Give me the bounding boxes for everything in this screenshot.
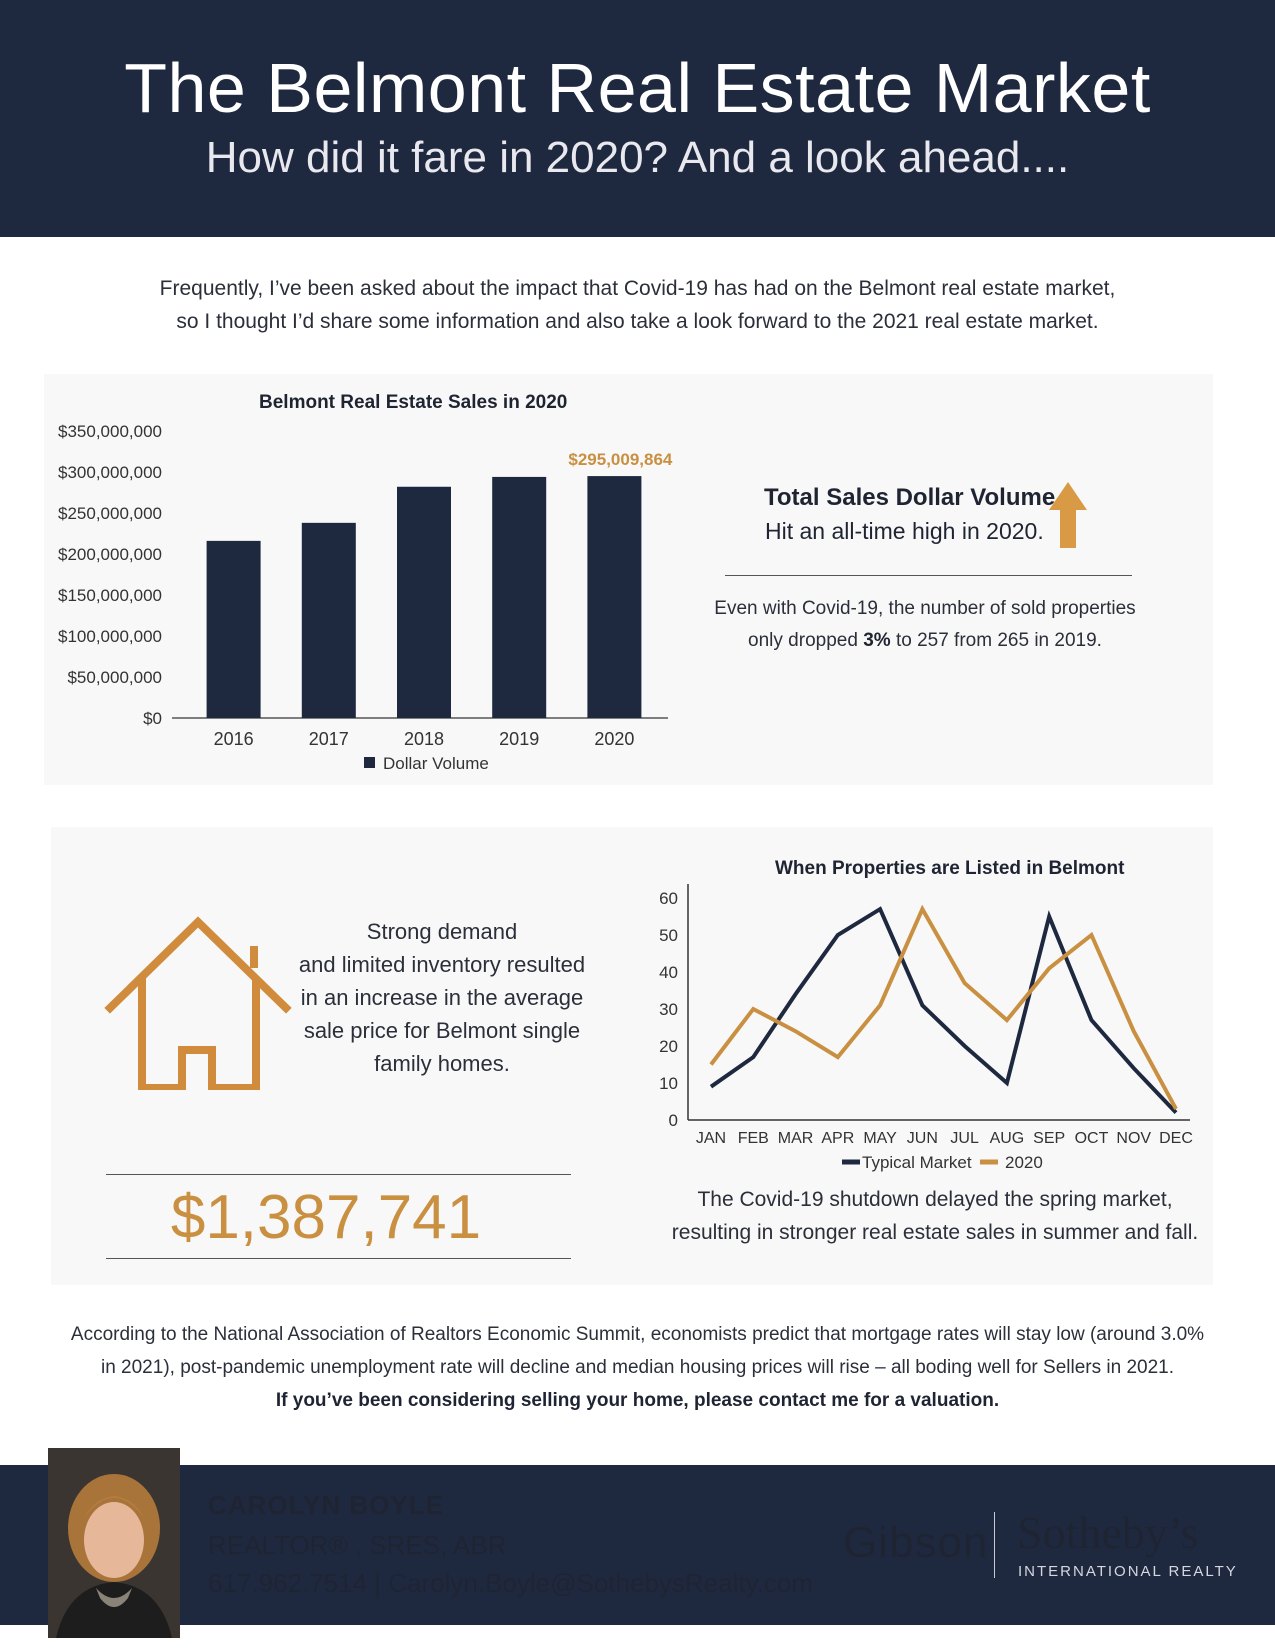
x-tick-label: 2018 bbox=[403, 729, 445, 749]
listing-caption bbox=[660, 1183, 1210, 1249]
agent-photo bbox=[48, 1448, 180, 1638]
bar-value-label: $295,009,864 bbox=[568, 450, 673, 470]
agent-credentials: REALTOR® , SRES, ABR bbox=[208, 1530, 507, 1560]
house-icon bbox=[100, 910, 300, 1090]
caption-line-1: The Covid-19 shutdown delayed the spring market, bbox=[697, 1188, 1173, 1211]
brand-divider bbox=[994, 1512, 995, 1578]
up-arrow-icon bbox=[1047, 480, 1089, 550]
sales-chart-title: Belmont Real Estate Sales in 2020 bbox=[259, 392, 568, 413]
stat-subtitle: Hit an all-time high in 2020. bbox=[765, 518, 1044, 544]
y-tick-label: 20 bbox=[659, 1037, 678, 1056]
x-tick-label: JAN bbox=[695, 1130, 727, 1147]
agent-name: CAROLYN BOYLE bbox=[208, 1490, 444, 1520]
average-price: $1,387,741 bbox=[170, 1183, 482, 1252]
y-tick-label: 40 bbox=[659, 963, 678, 982]
x-tick-label: AUG bbox=[989, 1130, 1025, 1147]
note-prefix: only dropped bbox=[748, 630, 864, 651]
note-percent: 3% bbox=[863, 630, 891, 651]
forecast-line-2: in 2021), post-pandemic unemployment rate will decline and median housing prices will rise – all boding well for Sellers in 2021. bbox=[100, 1357, 1175, 1378]
demand-line: sale price for Belmont single bbox=[303, 1018, 581, 1043]
y-tick-label: $350,000,000 bbox=[58, 422, 162, 441]
stat-title: Total Sales Dollar Volume bbox=[764, 484, 1056, 511]
call-to-action: If you’ve been considering selling your home, please contact me for a valuation. bbox=[275, 1390, 1000, 1411]
x-tick-label: JUN bbox=[906, 1130, 938, 1147]
y-tick-label: $50,000,000 bbox=[67, 668, 162, 687]
intro-line-1: Frequently, I’ve been asked about the impact that Covid-19 has had on the Belmont real estate market, bbox=[159, 277, 1116, 300]
page-title: The Belmont Real Estate Market bbox=[124, 49, 1151, 127]
y-tick-label: 0 bbox=[668, 1111, 678, 1130]
demand-line: in an increase in the average bbox=[300, 985, 584, 1010]
intro-paragraph bbox=[120, 272, 1155, 338]
agent-contact: 617.962.7514 | Carolyn.Boyle@SothebysRealty.com bbox=[208, 1568, 814, 1598]
intro-line-2: so I thought I’d share some information and also take a look forward to the 2021 real estate market. bbox=[176, 310, 1099, 333]
price-divider-top bbox=[106, 1174, 571, 1175]
demand-text bbox=[292, 915, 592, 1080]
page-subtitle: How did it fare in 2020? And a look ahead.... bbox=[205, 133, 1070, 182]
x-tick-label: 2017 bbox=[308, 729, 349, 749]
note-line-1: Even with Covid-19, the number of sold properties bbox=[714, 598, 1136, 619]
x-tick-label: 2016 bbox=[213, 729, 254, 749]
gibson-logo: Gibson bbox=[843, 1518, 989, 1567]
price-divider-bottom bbox=[106, 1258, 571, 1259]
note-suffix: to 257 from 265 in 2019. bbox=[890, 630, 1102, 651]
y-tick-label: 60 bbox=[659, 889, 678, 908]
legend-label: Dollar Volume bbox=[383, 754, 489, 773]
x-tick-label: OCT bbox=[1074, 1130, 1109, 1147]
x-tick-label: MAY bbox=[863, 1130, 897, 1147]
sold-properties-note bbox=[700, 593, 1150, 657]
listing-chart-title: When Properties are Listed in Belmont bbox=[775, 858, 1125, 879]
y-tick-label: $200,000,000 bbox=[58, 545, 162, 564]
note-line-2 bbox=[700, 625, 1150, 657]
x-tick-label: FEB bbox=[737, 1130, 769, 1147]
demand-line: Strong demand bbox=[366, 919, 518, 944]
sales-panel bbox=[44, 374, 1213, 785]
forecast-paragraph bbox=[70, 1318, 1205, 1417]
forecast-line-1: According to the National Association of Realtors Economic Summit, economists predict that mortgage rates will stay low (around 3.0% bbox=[70, 1324, 1205, 1345]
y-tick-label: 10 bbox=[659, 1074, 678, 1093]
y-tick-label: $250,000,000 bbox=[58, 504, 162, 523]
x-tick-label: DEC bbox=[1159, 1130, 1193, 1147]
y-tick-label: $100,000,000 bbox=[58, 627, 162, 646]
legend-label-typical: Typical Market bbox=[862, 1153, 972, 1172]
y-tick-label: $300,000,000 bbox=[58, 463, 162, 482]
header-banner bbox=[0, 0, 1275, 237]
demand-line: and limited inventory resulted bbox=[298, 952, 586, 977]
stat-divider bbox=[725, 575, 1132, 576]
sothebys-logo: Sotheby’s bbox=[1017, 1507, 1199, 1558]
x-tick-label: APR bbox=[821, 1130, 855, 1147]
x-tick-label: MAR bbox=[777, 1130, 814, 1147]
x-tick-label: SEP bbox=[1033, 1130, 1066, 1147]
y-tick-label: $150,000,000 bbox=[58, 586, 162, 605]
x-tick-label: NOV bbox=[1116, 1130, 1152, 1147]
agent-portrait-image bbox=[48, 1448, 180, 1638]
x-tick-label: 2020 bbox=[594, 729, 635, 749]
demand-line: family homes. bbox=[374, 1051, 510, 1076]
legend-label-2020: 2020 bbox=[1005, 1153, 1043, 1172]
y-tick-label: 30 bbox=[659, 1000, 678, 1019]
x-tick-label: JUL bbox=[950, 1130, 979, 1147]
y-tick-label: $0 bbox=[143, 709, 162, 728]
caption-line-2: resulting in stronger real estate sales in summer and fall. bbox=[671, 1221, 1199, 1244]
x-tick-label: 2019 bbox=[499, 729, 540, 749]
sothebys-subtitle: INTERNATIONAL REALTY bbox=[1018, 1563, 1238, 1580]
y-tick-label: 50 bbox=[659, 926, 678, 945]
